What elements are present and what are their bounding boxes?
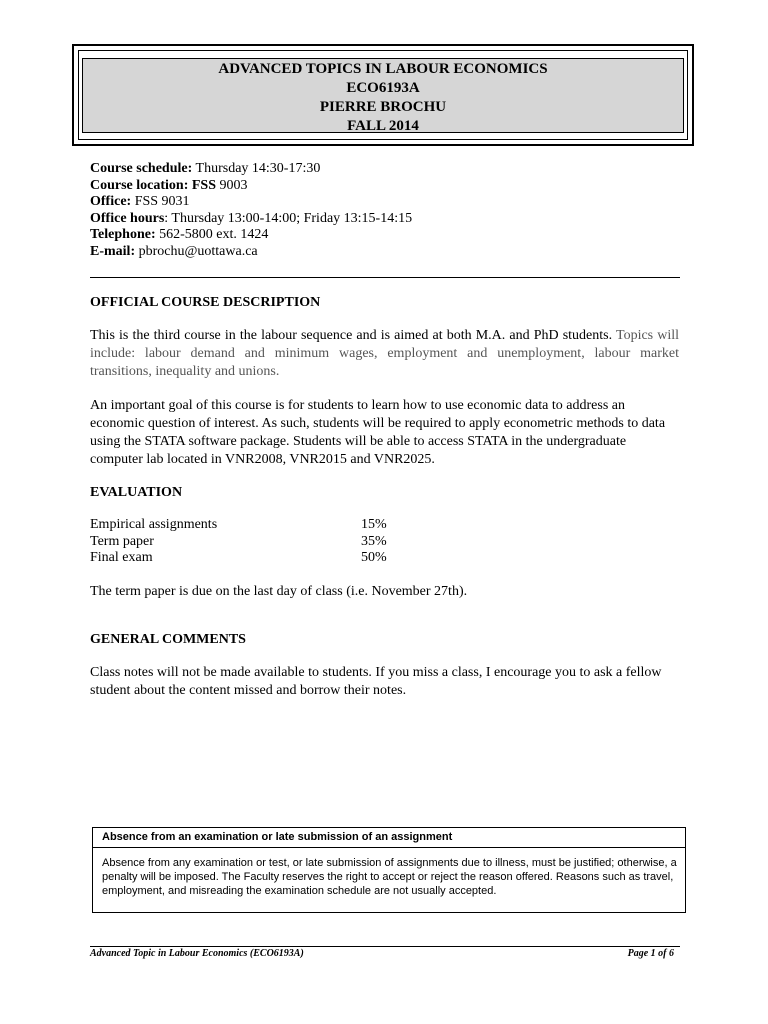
evaluation-table <box>90 517 490 567</box>
schedule-row <box>90 161 412 178</box>
office-label: Office: <box>90 194 132 210</box>
schedule-value: Thursday 14:30-17:30 <box>195 161 321 176</box>
phone-value: 562-5800 ext. 1424 <box>159 227 269 243</box>
comments-heading: GENERAL COMMENTS <box>90 632 246 647</box>
description-intro: This is the third course in the labour sequence and is aimed at both M.A. and PhD students. <box>90 328 613 343</box>
instructor-name: PIERRE BROCHU <box>319 99 447 115</box>
title-box-frame <box>78 50 688 140</box>
comments-text: Class notes will not be made available to students. If you miss a class, I encourage you to ask a fellow student about the content missed and borrow their notes. <box>90 665 662 698</box>
description-paragraph-2: An important goal of this course is for students to learn how to use economic data to address an economic question of interest. As such, students will be required to apply econometric methods to data using the STATA software package. Students will be able to access STATA in the undergraduate computer lab located in VNR2008, VNR2015 and VNR2025. <box>90 398 666 467</box>
term-paper-note: The term paper is due on the last day of class (i.e. November 27th). <box>90 584 468 599</box>
schedule-label: Course schedule: <box>90 161 193 176</box>
office-row <box>90 194 412 211</box>
evaluation-row <box>90 534 490 551</box>
location-label: Course location: FSS <box>90 177 216 193</box>
evaluation-item: Empirical assignments <box>90 517 218 532</box>
hours-label: Office hours <box>90 210 165 226</box>
course-code: ECO6193A <box>346 80 420 96</box>
absence-notice-box <box>92 827 686 913</box>
location-row <box>90 178 412 195</box>
term: FALL 2014 <box>347 118 419 134</box>
description-paragraph-1 <box>90 327 679 381</box>
absence-notice-divider <box>93 847 685 848</box>
hours-value: : Thursday 13:00-14:00; Friday 13:15-14:15 <box>164 210 413 226</box>
evaluation-item: Final exam <box>90 550 153 565</box>
title-box-content <box>82 58 684 133</box>
section-divider <box>90 277 680 278</box>
phone-row <box>90 227 412 244</box>
evaluation-row <box>90 550 490 567</box>
absence-notice-body: Absence from any examination or test, or late submission of assignments due to illness, must be justified; otherwise, a penalty will be imposed. The Faculty reserves the right to accept or reject the reason offered. Reasons such as travel, employment, and misreading the examination schedule are not usually accepted. <box>102 857 677 897</box>
evaluation-weight: 35% <box>361 533 387 549</box>
evaluation-item: Term paper <box>90 533 154 549</box>
evaluation-row <box>90 517 490 534</box>
title-box <box>72 44 694 146</box>
footer-course-name: Advanced Topic in Labour Economics (ECO6193A) <box>90 948 304 959</box>
evaluation-heading: EVALUATION <box>90 485 183 500</box>
footer-rule <box>90 946 680 947</box>
email-row <box>90 244 412 261</box>
hours-row <box>90 211 412 228</box>
description-heading: OFFICIAL COURSE DESCRIPTION <box>90 295 321 310</box>
footer-page-number: Page 1 of 6 <box>627 948 674 959</box>
course-info <box>90 161 412 261</box>
email-label: E-mail: <box>90 243 136 259</box>
course-title: ADVANCED TOPICS IN LABOUR ECONOMICS <box>218 61 548 77</box>
email-value[interactable]: pbrochu@uottawa.ca <box>138 243 258 259</box>
description-topics: Topics will include: labour demand and minimum wages, employment and unemployment, labour market transitions, inequality and unions. <box>90 328 680 379</box>
office-value: FSS 9031 <box>134 194 190 210</box>
evaluation-weight: 15% <box>361 517 387 532</box>
evaluation-weight: 50% <box>361 550 387 565</box>
location-value: 9003 <box>219 177 248 193</box>
phone-label: Telephone: <box>90 227 156 243</box>
absence-notice-title: Absence from an examination or late submission of an assignment <box>102 831 453 843</box>
